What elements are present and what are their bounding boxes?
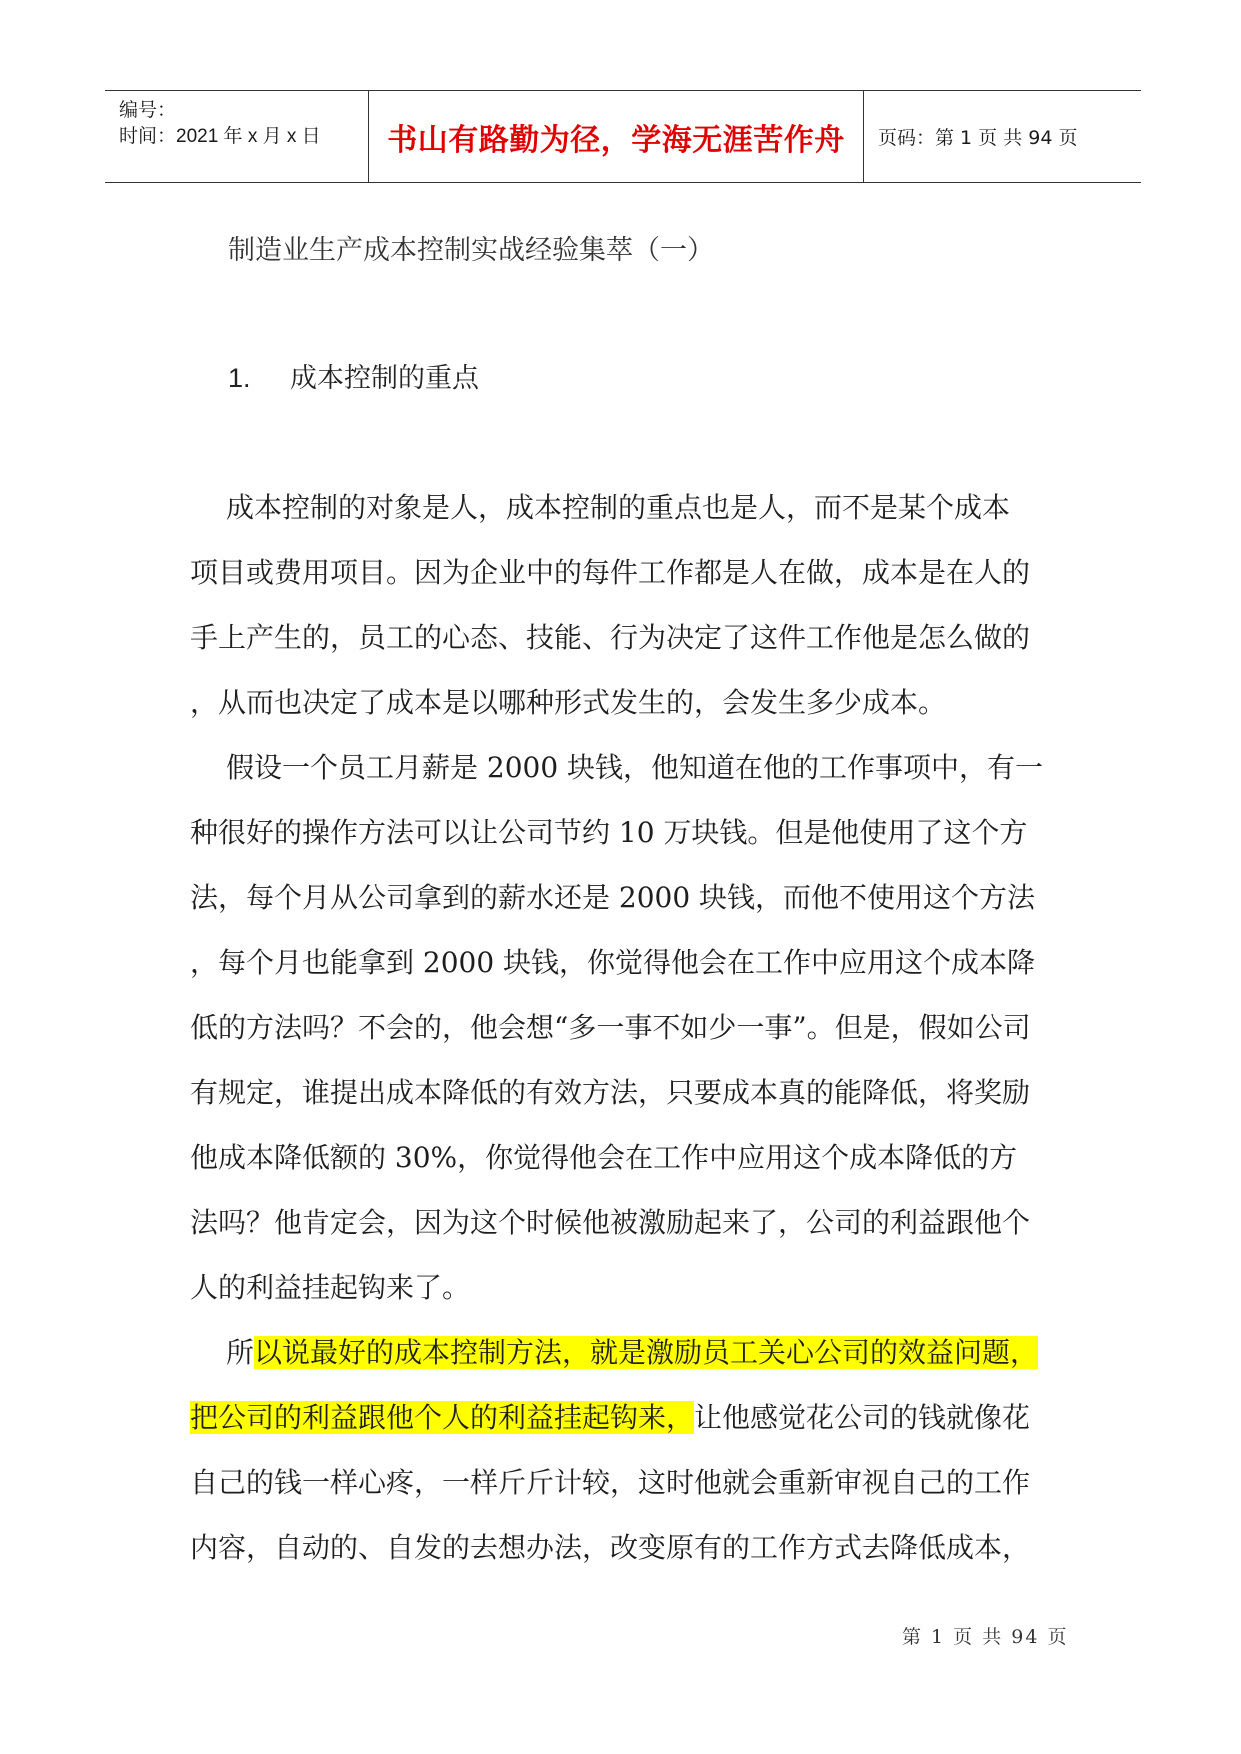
document-number-label: 编号： [119,100,177,121]
text-span: 有规定，谁提出成本降低的有效方法，只要成本真的能降低，将奖励 [190,1076,1031,1109]
text-span: 手上产生的，员工的心态、技能、行为决定了这件工作他是怎么做的 [190,621,1031,654]
text-span: ，每个月也能拿到 2000 块钱，你觉得他会在工作中应用这个成本降 [190,946,1036,979]
text-line [190,1515,1075,1580]
header-meta [105,91,369,182]
text-line [190,540,1075,605]
text-line [190,930,1075,995]
text-line [190,1320,1075,1385]
text-span: 法吗？他肯定会，因为这个时候他被激励起来了，公司的利益跟他个 [190,1206,1031,1239]
page-header [105,90,1141,183]
section-heading [228,356,479,395]
highlighted-text: 把公司的利益跟他个人的利益挂起钩来， [190,1401,695,1434]
text-line [190,800,1075,865]
section-title: 成本控制的重点 [290,363,479,394]
text-span: 成本控制的对象是人，成本控制的重点也是人，而不是某个成本 [226,491,1011,524]
body-text [190,475,1075,1580]
text-line [190,1125,1075,1190]
text-line [190,735,1075,800]
text-span: 法，每个月从公司拿到的薪水还是 2000 块钱，而他不使用这个方法 [190,881,1036,914]
text-span: 内容，自动的、自发的去想办法，改变原有的工作方式去降低成本， [190,1531,1031,1564]
text-span: 他成本降低额的 30%，你觉得他会在工作中应用这个成本降低的方 [190,1141,1018,1174]
page-footer: 第 1 页 共 94 页 [902,1626,1069,1648]
text-line [190,475,1075,540]
text-span: ，从而也决定了成本是以哪种形式发生的，会发生多少成本。 [190,686,947,719]
text-line [190,1450,1075,1515]
text-line [190,865,1075,930]
text-span: 项目或费用项目。因为企业中的每件工作都是人在做，成本是在人的 [190,556,1031,589]
highlighted-text: 以说最好的成本控制方法，就是激励员工关心公司的效益问题， [254,1336,1039,1369]
section-number: 1. [228,363,251,393]
text-line [190,670,1075,735]
text-span: 让他感觉花公司的钱就像花 [694,1401,1031,1434]
document-title: 制造业生产成本控制实战经验集萃（一） [228,235,714,266]
header-slogan: 书山有路勤为径，学海无涯苦作舟 [369,91,864,182]
text-span: 种很好的操作方法可以让公司节约 10 万块钱。但是他使用了这个方 [190,816,1028,849]
text-line [190,1060,1075,1125]
text-line [190,1190,1075,1255]
text-span: 自己的钱一样心疼，一样斤斤计较，这时他就会重新审视自己的工作 [190,1466,1031,1499]
text-span: 假设一个员工月薪是 2000 块钱，他知道在他的工作事项中，有一 [226,751,1044,784]
text-span: 人的利益挂起钩来了。 [190,1271,471,1304]
document-date-label: 时间：2021 年 x 月 x 日 [119,126,321,147]
text-line [190,995,1075,1060]
header-page-number: 页码：第 1 页 共 94 页 [878,127,1078,149]
text-line [190,605,1075,670]
text-line [190,1385,1075,1450]
text-line [190,1255,1075,1320]
text-span: 低的方法吗？不会的，他会想“多一事不如少一事”。但是，假如公司 [190,1011,1031,1044]
text-span: 所 [226,1336,255,1369]
